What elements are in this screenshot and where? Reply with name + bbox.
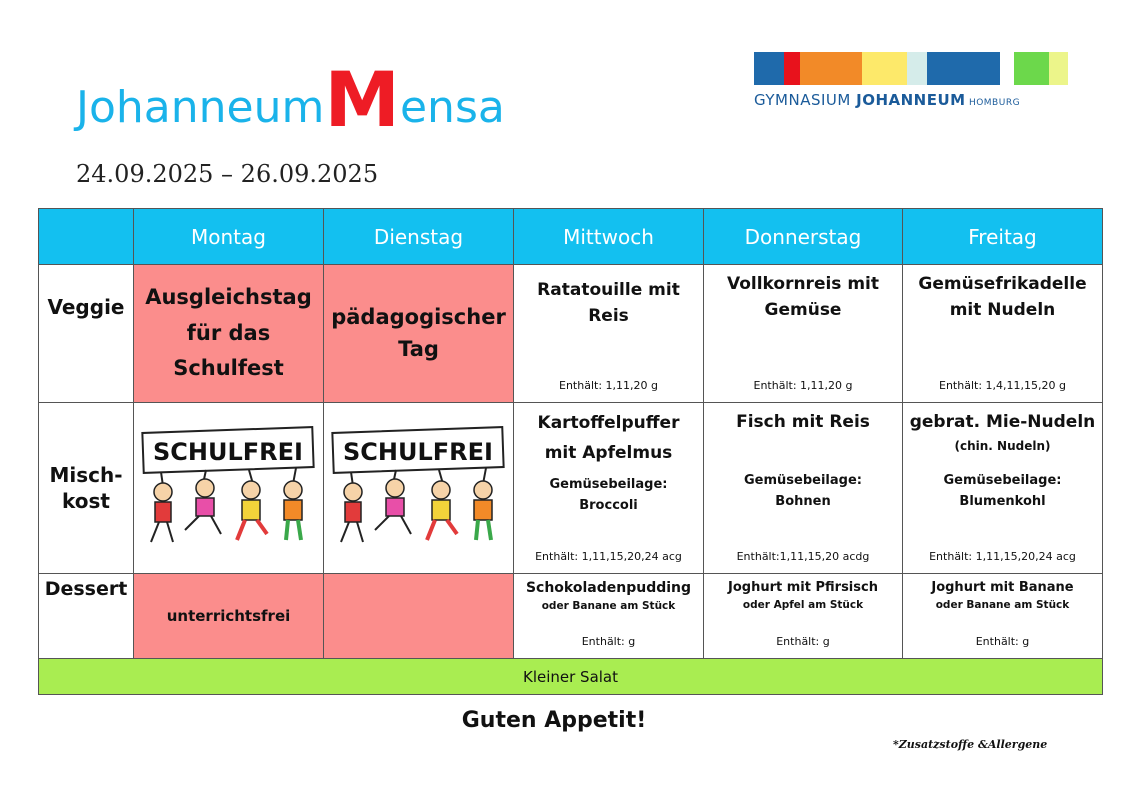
logo-stripe bbox=[862, 52, 907, 85]
logo-text-johanneum: JOHANNEUM bbox=[856, 91, 966, 109]
dessert-cell-mittwoch bbox=[514, 574, 704, 659]
mischkost-row bbox=[39, 403, 1103, 574]
title-johanneum: Johanneum bbox=[76, 82, 325, 133]
logo-color-bar bbox=[754, 52, 1068, 85]
logo-stripe bbox=[800, 52, 862, 85]
dish-name: Ratatouille mit Reis bbox=[537, 280, 680, 327]
dessert-alternative: oder Banane am Stück bbox=[541, 600, 676, 612]
veggie-cell-donnerstag bbox=[704, 265, 903, 403]
logo-text-homburg: HOMBURG bbox=[965, 98, 1021, 108]
day-header: Mittwoch bbox=[514, 209, 704, 265]
dessert-row bbox=[39, 574, 1103, 659]
row-label-veggie: Veggie bbox=[39, 265, 134, 403]
side-dish-label: Gemüsebeilage: bbox=[549, 476, 668, 492]
veggie-cell-freitag bbox=[903, 265, 1103, 403]
dessert-alternative: oder Banane am Stück bbox=[935, 599, 1070, 611]
logo-stripe bbox=[1000, 52, 1014, 85]
salad-cell: Kleiner Salat bbox=[39, 659, 1103, 695]
monday-off-line: Ausgleichstag bbox=[145, 284, 312, 309]
side-dish-value: Broccoli bbox=[579, 497, 638, 513]
logo-stripe bbox=[1049, 52, 1068, 85]
dessert-cell-donnerstag bbox=[704, 574, 903, 659]
dish-name: Vollkornreis mit Gemüse bbox=[726, 274, 880, 321]
monday-off-line: Schulfest bbox=[173, 356, 284, 381]
dessert-name: Schokoladenpudding bbox=[525, 580, 692, 596]
allergen-info: Enthält: g bbox=[581, 635, 636, 648]
allergen-info: Enthält: 1,4,11,15,20 g bbox=[939, 379, 1066, 392]
dessert-name: Joghurt mit Banane bbox=[931, 580, 1074, 595]
logo-stripe bbox=[754, 52, 784, 85]
dish-name: Kartoffelpuffer mit Apfelmus bbox=[537, 413, 680, 463]
allergen-info: Enthält: g bbox=[975, 635, 1030, 648]
day-header: Dienstag bbox=[324, 209, 514, 265]
logo-stripe bbox=[784, 52, 800, 85]
menu-table bbox=[38, 208, 1103, 695]
tuesday-off-line: pädagogischer bbox=[331, 305, 506, 329]
side-dish-value: Bohnen bbox=[775, 494, 831, 510]
monday-off-cell bbox=[134, 265, 324, 403]
allergen-info: Enthält: 1,11,20 g bbox=[559, 379, 658, 392]
day-header: Donnerstag bbox=[704, 209, 903, 265]
side-dish-label: Gemüsebeilage: bbox=[744, 473, 862, 489]
side-dish-label: Gemüsebeilage: bbox=[943, 473, 1062, 489]
schulfrei-illustration bbox=[141, 426, 317, 546]
row-label-mischkost bbox=[39, 403, 134, 574]
schulfrei-picture-cell bbox=[134, 403, 324, 574]
schulfrei-illustration bbox=[331, 426, 507, 546]
salad-row bbox=[39, 659, 1103, 695]
row-label-line: kost bbox=[62, 489, 110, 513]
dish-subtitle: (chin. Nudeln) bbox=[954, 439, 1051, 454]
allergen-info: Enthält:1,11,15,20 acdg bbox=[736, 550, 870, 563]
dish-name: gebrat. Mie-Nudeln bbox=[909, 412, 1096, 432]
date-range: 24.09.2025 – 26.09.2025 bbox=[76, 160, 379, 188]
allergen-info: Enthält: g bbox=[776, 635, 830, 648]
mischkost-cell-mittwoch bbox=[514, 403, 704, 574]
row-label-dessert: Dessert bbox=[39, 574, 134, 659]
tuesday-dessert-cell bbox=[324, 574, 514, 659]
logo-stripe bbox=[1014, 52, 1049, 85]
footnote-allergens: *Zusatzstoffe &Allergene bbox=[893, 738, 1048, 751]
title-ensa: ensa bbox=[399, 82, 505, 133]
dish-name: Fisch mit Reis bbox=[736, 412, 870, 432]
allergen-info: Enthält: 1,11,15,20,24 acg bbox=[929, 550, 1076, 563]
allergen-info: Enthält: 1,11,15,20,24 acg bbox=[535, 550, 682, 563]
header-corner bbox=[39, 209, 134, 265]
mischkost-cell-donnerstag bbox=[704, 403, 903, 574]
sign-text: SCHULFREI bbox=[152, 438, 303, 466]
dish-name: Gemüsefrikadelle mit Nudeln bbox=[918, 274, 1087, 321]
tuesday-off-line: Tag bbox=[398, 336, 439, 361]
dessert-name: Joghurt mit Pfirsisch bbox=[728, 580, 878, 595]
mischkost-cell-freitag bbox=[903, 403, 1103, 574]
sign-text: SCHULFREI bbox=[342, 438, 493, 466]
logo-stripe bbox=[907, 52, 927, 85]
veggie-cell-mittwoch bbox=[514, 265, 704, 403]
guten-appetit: Guten Appetit! bbox=[461, 708, 647, 733]
mensa-title bbox=[76, 55, 505, 144]
tuesday-off-cell bbox=[324, 265, 514, 403]
logo-stripe bbox=[927, 52, 1000, 85]
dessert-cell-freitag bbox=[903, 574, 1103, 659]
schulfrei-picture-cell bbox=[324, 403, 514, 574]
veggie-row bbox=[39, 265, 1103, 403]
logo-text-gymnasium: GYMNASIUM bbox=[754, 91, 857, 109]
side-dish-value: Blumenkohl bbox=[959, 494, 1046, 510]
dessert-alternative: oder Apfel am Stück bbox=[742, 599, 864, 611]
day-header: Montag bbox=[134, 209, 324, 265]
monday-off-line: für das bbox=[186, 320, 271, 345]
day-header: Freitag bbox=[903, 209, 1103, 265]
monday-dessert-cell: unterrichtsfrei bbox=[134, 574, 324, 659]
title-big-m: M bbox=[324, 55, 400, 144]
allergen-info: Enthält: 1,11,20 g bbox=[753, 379, 853, 392]
row-label-line: Misch- bbox=[49, 463, 123, 487]
school-logo bbox=[754, 52, 1068, 109]
header-row bbox=[39, 209, 1103, 265]
logo-text bbox=[754, 91, 1068, 109]
